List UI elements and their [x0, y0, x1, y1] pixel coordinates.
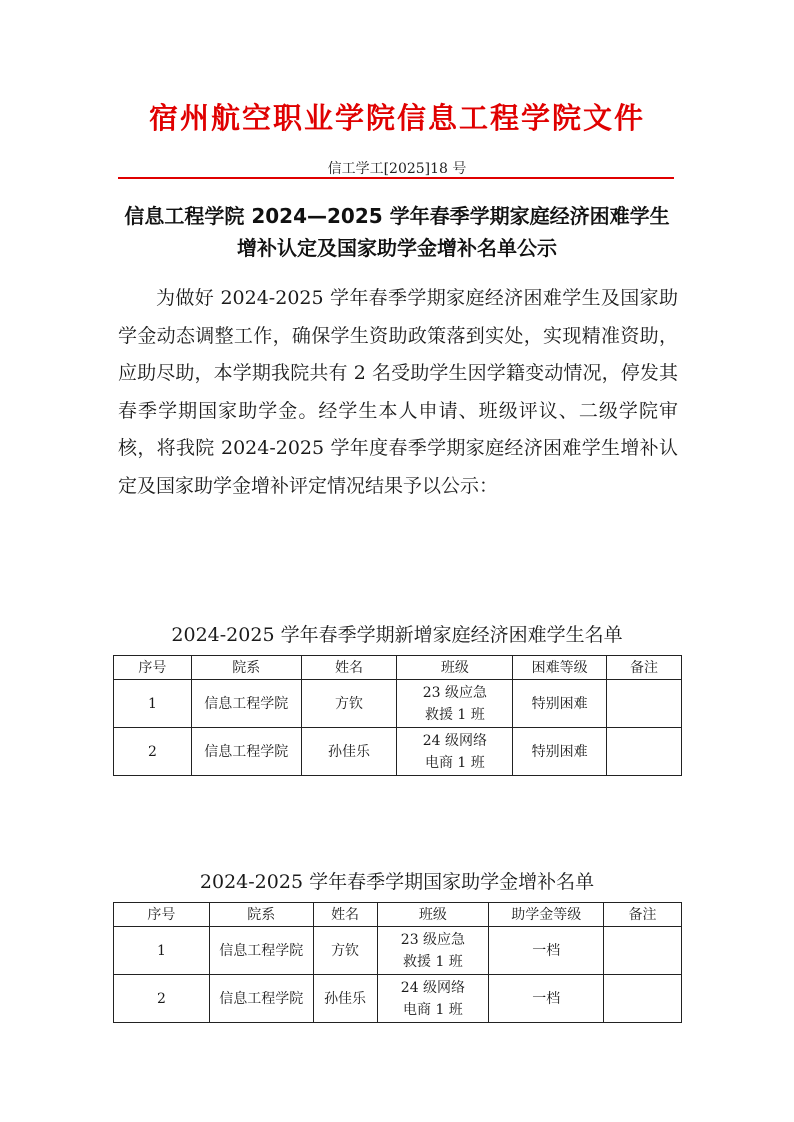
notice-title-line1: 信息工程学院 2024—2025 学年春季学期家庭经济困难学生 [124, 204, 670, 228]
cell-name: 方钦 [301, 680, 397, 728]
header-cell-name: 姓名 [301, 656, 397, 680]
cell-note [604, 927, 682, 975]
cell-name: 孙佳乐 [313, 975, 377, 1023]
cell-class-line2: 救援 1 班 [424, 706, 485, 723]
notice-title [100, 200, 694, 264]
table-header-row [114, 656, 682, 680]
org-header-title: 宿州航空职业学院信息工程学院文件 [148, 101, 645, 135]
header-cell-level: 助学金等级 [489, 903, 604, 927]
cell-level: 特别困难 [513, 680, 607, 728]
header-cell-level: 困难等级 [513, 656, 607, 680]
cell-class [397, 728, 513, 776]
cell-class-line2: 救援 1 班 [403, 953, 463, 970]
red-header-rule [118, 177, 674, 179]
notice-title-line2: 增补认定及国家助学金增补名单公示 [237, 236, 557, 260]
document-number: 信工学工[2025]18 号 [327, 161, 467, 177]
header-cell-note: 备注 [604, 903, 682, 927]
difficulty-students-table [113, 655, 682, 776]
cell-note [607, 728, 682, 776]
cell-class [397, 680, 513, 728]
cell-note [607, 680, 682, 728]
header-cell-dept: 院系 [209, 903, 313, 927]
table-row [114, 927, 682, 975]
notice-body: 为做好 2024-2025 学年春季学期家庭经济困难学生及国家助学金动态调整工作，确保学生资助政策落到实处，实现精准资助，应助尽助，本学期我院共有 2 名受助学生因学籍变动情况，停发其春季学期国家助学金。经学生本人申请、班级评议、二级学院审核，将我院 2024-2025 学年度春季学期家庭经济困难学生增补认定及国家助学金增补评定情况结果予以公示： [118, 287, 678, 497]
table1-caption: 2024-2025 学年春季学期新增家庭经济困难学生名单 [171, 624, 623, 646]
header-cell-dept: 院系 [191, 656, 301, 680]
cell-class-line1: 24 级网络 [422, 732, 487, 749]
cell-no: 2 [114, 975, 210, 1023]
cell-class [377, 927, 489, 975]
header-cell-note: 备注 [607, 656, 682, 680]
header-cell-class: 班级 [397, 656, 513, 680]
cell-note [604, 975, 682, 1023]
table2-caption: 2024-2025 学年春季学期国家助学金增补名单 [199, 871, 595, 893]
cell-dept: 信息工程学院 [209, 975, 313, 1023]
cell-class-line1: 23 级应急 [422, 684, 487, 701]
table-header-row [114, 903, 682, 927]
cell-no: 1 [114, 680, 192, 728]
cell-class-line1: 24 级网络 [400, 979, 466, 996]
header-cell-no: 序号 [114, 656, 192, 680]
cell-no: 2 [114, 728, 192, 776]
cell-level: 一档 [489, 975, 604, 1023]
cell-class [377, 975, 489, 1023]
cell-class-line2: 电商 1 班 [424, 754, 485, 771]
table-row [114, 680, 682, 728]
cell-level: 一档 [489, 927, 604, 975]
cell-class-line1: 23 级应急 [400, 931, 466, 948]
cell-level: 特别困难 [513, 728, 607, 776]
cell-class-line2: 电商 1 班 [403, 1001, 463, 1018]
cell-dept: 信息工程学院 [191, 680, 301, 728]
table-row [114, 728, 682, 776]
header-cell-name: 姓名 [313, 903, 377, 927]
cell-name: 孙佳乐 [301, 728, 397, 776]
header-cell-no: 序号 [114, 903, 210, 927]
grant-students-table [113, 902, 682, 1023]
header-cell-class: 班级 [377, 903, 489, 927]
cell-dept: 信息工程学院 [191, 728, 301, 776]
cell-no: 1 [114, 927, 210, 975]
table-row [114, 975, 682, 1023]
cell-dept: 信息工程学院 [209, 927, 313, 975]
cell-name: 方钦 [313, 927, 377, 975]
